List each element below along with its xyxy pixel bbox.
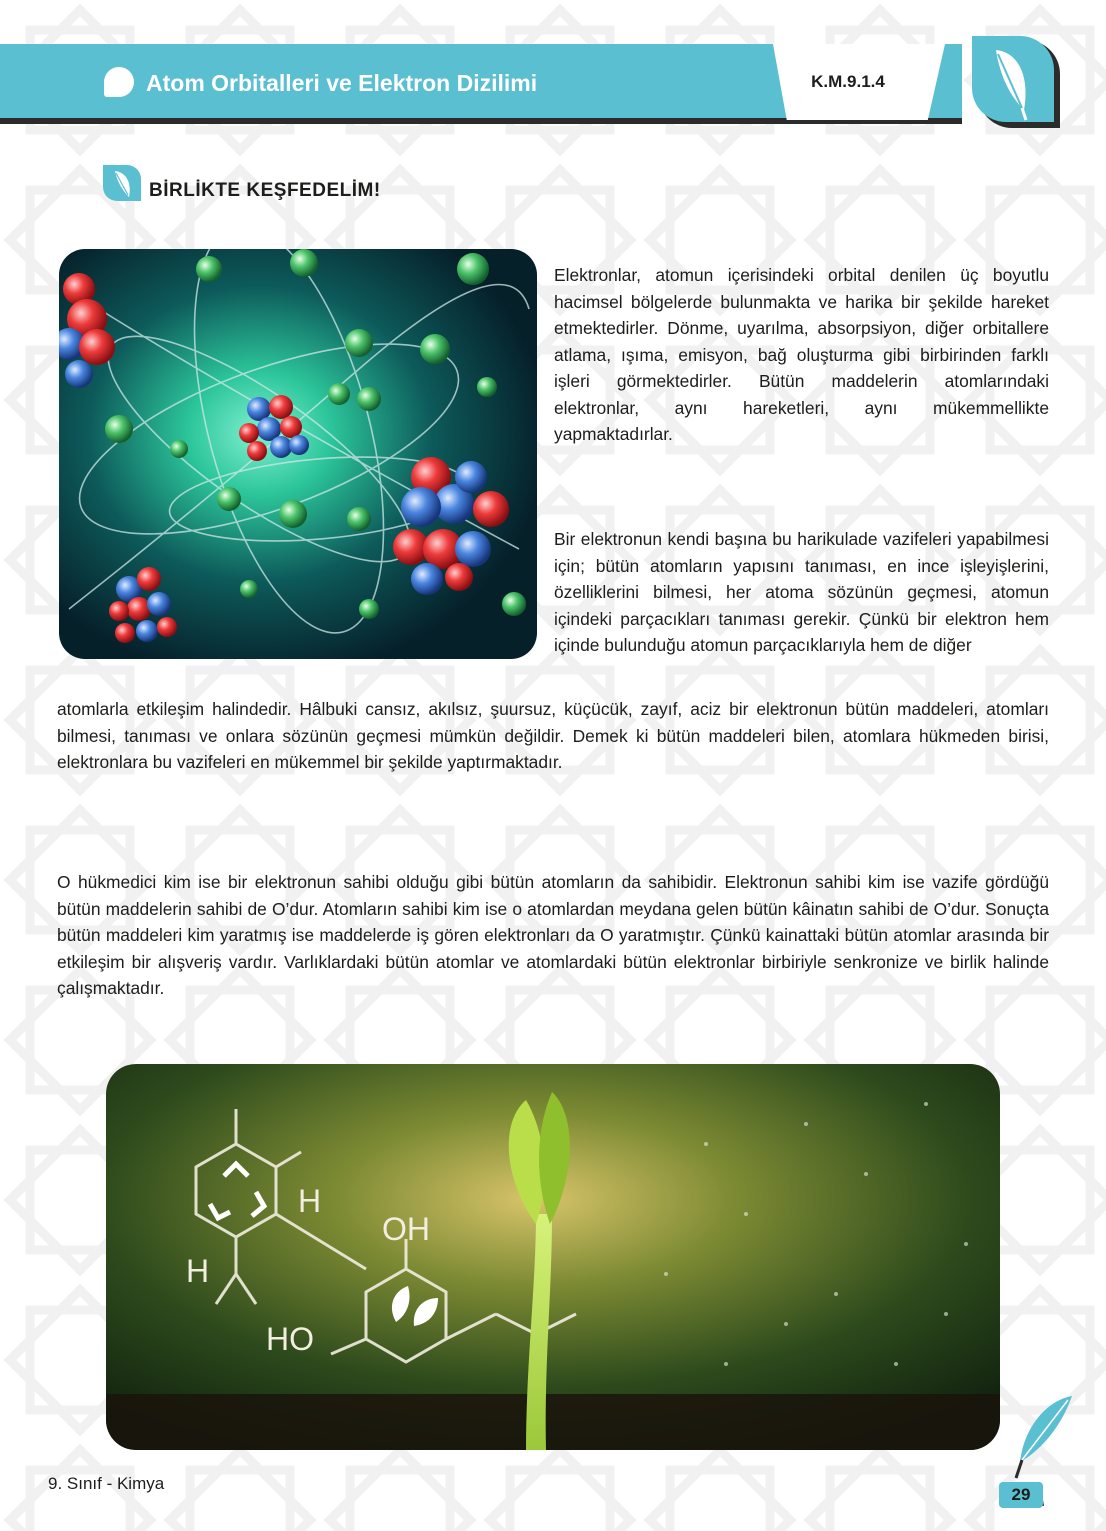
- paragraph-1: Elektronlar, atomun içerisindeki orbital denilen üç boyutlu hacimsel bölgelerde bulunmakta ve harika bir şekilde hareket etmektedirler. Dönme, uyarılma, absorpsiyon, diğer orbitallere atlama, ışıma, emisyon, bağ oluşturma gibi birbirinden farklı işleri görmektedirler. Bütün maddelerin atomlarındaki elektronlar, aynı hareketleri, aynı mükemmellikte yapmaktadırlar.: [554, 265, 1049, 444]
- header-title: Atom Orbitalleri ve Elektron Dizilimi: [146, 70, 538, 96]
- atom-illustration: [59, 249, 537, 659]
- paragraph-3: atomlarla etkileşim halindedir. Hâlbuki cansız, akılsız, şuursuz, küçücük, zayıf, aciz bir elektronun bütün maddeleri, atomları bilmesi, tanıması ve onlara sözünün geçmesi mümkün değildir. Demek ki bütün maddeleri bilen, atomlara hükmeden birisi, elektronlara bu vazifeleri en mükemmel bir şekilde yaptırmaktadır.: [57, 699, 1049, 772]
- section-feather-icon: [101, 163, 143, 203]
- label-ho: HO: [266, 1321, 314, 1357]
- label-h-top: H: [298, 1183, 322, 1219]
- paragraph-2: Bir elektronun kendi başına bu harikulade vazifeleri yapabilmesi için; bütün atomların yapısını tanıması, en ince işleyişlerini, özelliklerini bilmesi, her atoma sözünün geçmesi, atomun içindeki parçacıkları tanıması gerekir. Çünkü bir elektron hem içinde bulunduğu atomun parçacıklarıyla hem de diğer: [554, 529, 1049, 655]
- curriculum-code: K.M.9.1.4: [811, 72, 885, 91]
- label-h-left: H: [186, 1253, 210, 1289]
- sprout-molecule-illustration: [106, 1064, 1000, 1450]
- paragraph-4: O hükmedici kim ise bir elektronun sahibi olduğu gibi bütün atomların da sahibidir. Elektronun sahibi kim ise vazife gördüğü bütün maddelerin sahibi de O’dur. Atomların sahibi kim ise o atomlardan meydana gelen bütün kâinatın sahibi de O’dur. Sonuçta bütün maddeleri kim yaratmış ise maddelerde iş gören elektronları da O yaratmıştır. Çünkü kainattaki bütün atomlar arasında bir etkileşim bir alışveriş vardır. Varlıklardaki bütün atomlar ve atomlardaki bütün elektronlar birbiriyle senkronize ve birlik halinde çalışmaktadır.: [57, 872, 1049, 998]
- footer-course-label: 9. Sınıf - Kimya: [48, 1474, 165, 1493]
- page-number: 29: [999, 1482, 1043, 1508]
- label-oh: OH: [382, 1211, 430, 1247]
- feather-icon: [966, 36, 1062, 132]
- header-bullet-icon: [104, 67, 134, 97]
- section-title: BİRLİKTE KEŞFEDELİM!: [149, 180, 381, 201]
